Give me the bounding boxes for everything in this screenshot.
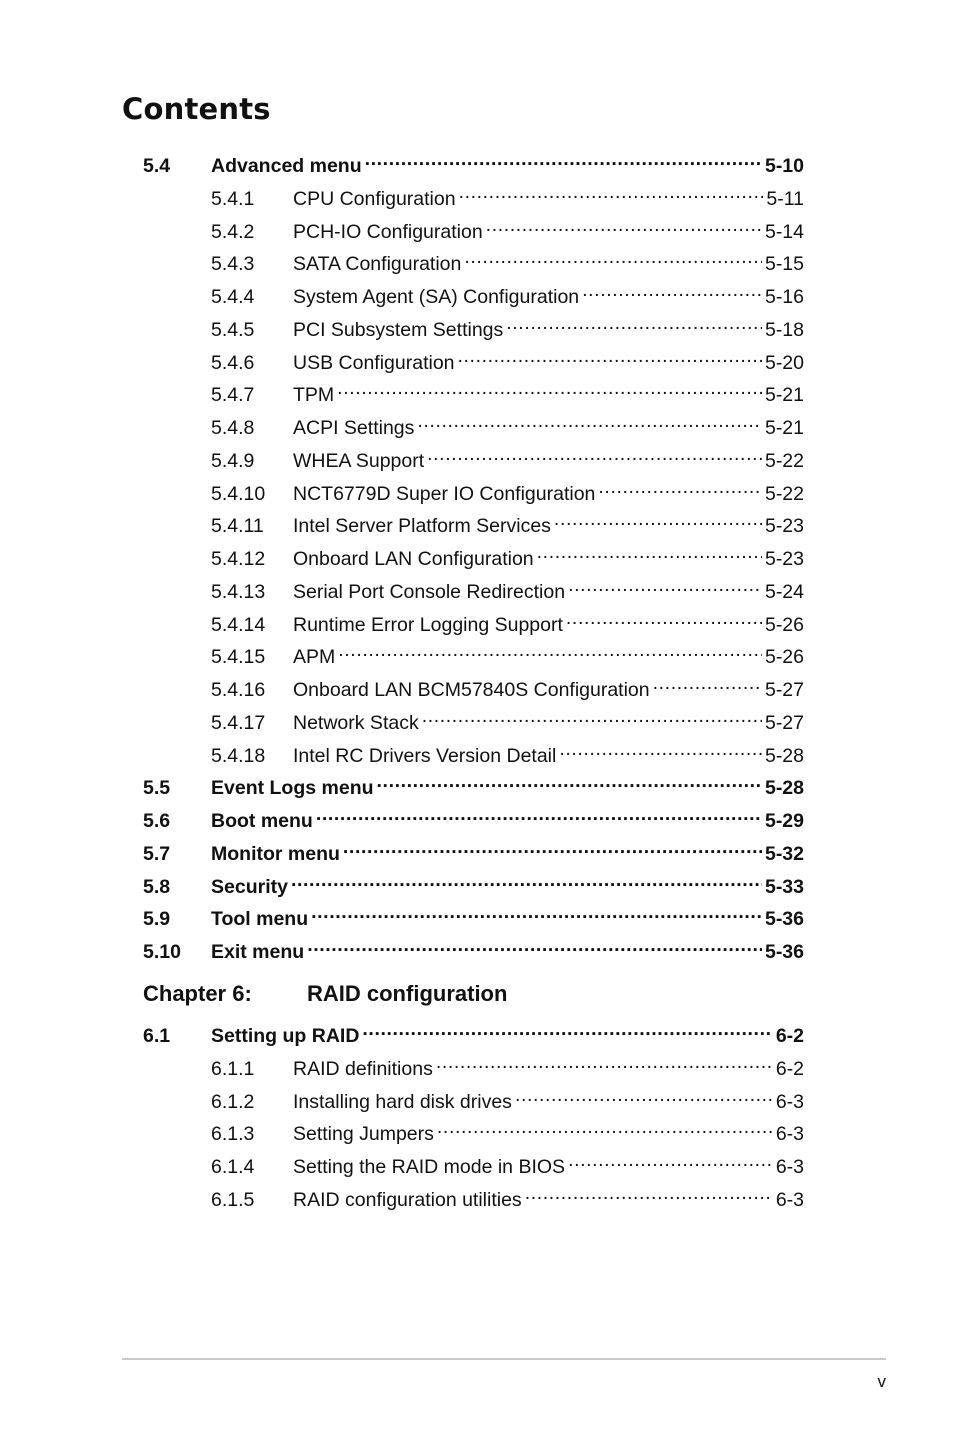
toc-entry-page: 5-23 xyxy=(764,548,804,570)
toc-subsection-entry[interactable] xyxy=(143,1147,804,1178)
toc-section-entry[interactable] xyxy=(143,768,804,800)
toc-entry-title: Advanced menu xyxy=(211,155,362,177)
toc-entry-title: APM xyxy=(293,646,336,669)
toc-entry-title: PCH-IO Configuration xyxy=(293,220,483,243)
toc-dot-leader xyxy=(437,1114,773,1140)
toc-subsection-entry[interactable] xyxy=(143,605,804,636)
toc-entry-number: 5.4.5 xyxy=(211,318,255,341)
toc-dot-leader xyxy=(566,605,762,631)
toc-entry-title: Boot menu xyxy=(211,810,313,832)
toc-dot-leader xyxy=(525,1180,773,1206)
toc-entry-number: 6.1.1 xyxy=(211,1057,255,1080)
toc-entry-page: 6-3 xyxy=(775,1123,804,1146)
toc-entry-title: Onboard LAN Configuration xyxy=(293,548,534,570)
toc-entry-page: 6-2 xyxy=(775,1057,804,1080)
toc-dot-leader xyxy=(582,277,762,303)
toc-entry-page: 5-26 xyxy=(764,613,804,636)
toc-entry-number: 5.4.4 xyxy=(211,286,255,308)
toc-entry-number: 5.4.8 xyxy=(211,417,255,439)
toc-entry-page: 5-28 xyxy=(764,744,804,767)
toc-entry-title: Onboard LAN BCM57840S Configuration xyxy=(293,679,650,701)
toc-entry-title: Event Logs menu xyxy=(211,777,374,800)
toc-entry-number: 5.4.15 xyxy=(211,646,266,669)
toc-entry-title: NCT6779D Super IO Configuration xyxy=(293,482,596,505)
toc-entry-title: Exit menu xyxy=(211,941,305,963)
toc-entry-page: 5-15 xyxy=(764,253,804,276)
toc-dot-leader xyxy=(316,801,762,827)
toc-entry-page: 6-3 xyxy=(775,1156,804,1178)
toc-dot-leader xyxy=(554,506,762,532)
toc-dot-leader xyxy=(343,834,762,860)
toc-subsection-entry[interactable] xyxy=(143,637,804,669)
toc-entry-number: 5.7 xyxy=(143,842,171,865)
toc-section-entry[interactable] xyxy=(143,146,804,177)
toc-dot-leader xyxy=(458,343,762,369)
toc-subsection-entry[interactable] xyxy=(143,670,804,701)
toc-entry-page: 5-22 xyxy=(764,482,804,505)
toc-entry-page: 5-24 xyxy=(764,580,804,603)
toc-dot-leader xyxy=(427,441,762,467)
toc-entry-title: System Agent (SA) Configuration xyxy=(293,286,580,308)
toc-entry-number: 5.4.17 xyxy=(211,711,266,734)
toc-subsection-entry[interactable] xyxy=(143,375,804,407)
toc-dot-leader xyxy=(337,375,762,401)
page-number: v xyxy=(877,1372,886,1391)
toc-subsection-entry[interactable] xyxy=(143,1049,804,1080)
toc-dot-leader xyxy=(311,899,762,925)
toc-entry-title: Runtime Error Logging Support xyxy=(293,613,563,636)
toc-entry-number: 5.4.16 xyxy=(211,679,266,701)
toc-entry-title: RAID definitions xyxy=(293,1057,433,1080)
toc-entry-title: Security xyxy=(211,875,288,898)
toc-dot-leader xyxy=(338,637,762,663)
toc-entry-page: 5-21 xyxy=(764,417,804,439)
toc-entry-page: 5-27 xyxy=(764,679,804,701)
toc-subsection-entry[interactable] xyxy=(143,506,804,538)
toc-entry-number: 5.9 xyxy=(143,908,171,931)
chapter-heading xyxy=(143,979,507,1009)
toc-dot-leader xyxy=(598,474,762,500)
toc-subsection-entry[interactable] xyxy=(143,310,804,341)
toc-dot-leader xyxy=(459,179,764,205)
toc-entry-page: 6-2 xyxy=(775,1025,804,1047)
toc-entry-number: 6.1 xyxy=(143,1025,171,1047)
toc-subsection-entry[interactable] xyxy=(143,212,804,243)
toc-subsection-entry[interactable] xyxy=(143,1114,804,1146)
toc-entry-number: 6.1.4 xyxy=(211,1156,255,1178)
toc-dot-leader xyxy=(417,408,762,434)
toc-dot-leader xyxy=(307,932,762,958)
toc-entry-number: 5.6 xyxy=(143,810,171,832)
toc-entry-title: Setting the RAID mode in BIOS xyxy=(293,1156,566,1178)
toc-entry-number: 5.4.3 xyxy=(211,253,255,276)
toc-entry-number: 5.4.13 xyxy=(211,580,266,603)
toc-dot-leader xyxy=(436,1049,773,1075)
toc-entry-page: 5-29 xyxy=(764,810,804,832)
toc-subsection-entry[interactable] xyxy=(143,408,804,439)
toc-dot-leader xyxy=(653,670,762,696)
toc-entry-title: TPM xyxy=(293,384,335,407)
toc-subsection-entry[interactable] xyxy=(143,736,804,767)
toc-entry-title: Intel Server Platform Services xyxy=(293,515,551,538)
toc-dot-leader xyxy=(559,736,762,762)
toc-entry-page: 5-20 xyxy=(764,351,804,374)
toc-entry-page: 5-22 xyxy=(764,449,804,472)
footer-rule xyxy=(122,1358,886,1360)
toc-entry-title: Setting up RAID xyxy=(211,1025,360,1047)
toc-entry-page: 5-36 xyxy=(764,908,804,931)
toc-entry-title: CPU Configuration xyxy=(293,187,456,210)
toc-entry-title: Network Stack xyxy=(293,711,419,734)
toc-subsection-entry[interactable] xyxy=(143,179,804,210)
toc-dot-leader xyxy=(537,539,762,565)
toc-entry-page: 5-26 xyxy=(764,646,804,669)
toc-dot-leader xyxy=(377,768,762,794)
toc-entry-title: Serial Port Console Redirection xyxy=(293,580,566,603)
toc-entry-number: 5.4.11 xyxy=(211,515,264,538)
toc-dot-leader xyxy=(568,572,762,598)
toc-subsection-entry[interactable] xyxy=(143,572,804,603)
toc-subsection-entry[interactable] xyxy=(143,441,804,472)
toc-subsection-entry[interactable] xyxy=(143,474,804,505)
toc-section-entry[interactable] xyxy=(143,899,804,931)
toc-entry-title: ACPI Settings xyxy=(293,417,415,439)
toc-subsection-entry[interactable] xyxy=(143,539,804,570)
toc-entry-title: Monitor menu xyxy=(211,842,340,865)
toc-entry-page: 5-21 xyxy=(764,384,804,407)
toc-entry-title: WHEA Support xyxy=(293,449,425,472)
toc-entry-number: 5.4.2 xyxy=(211,220,255,243)
toc-entry-number: 5.4 xyxy=(143,155,171,177)
toc-entry-page: 5-36 xyxy=(764,941,804,963)
toc-entry-title: RAID configuration utilities xyxy=(293,1188,522,1211)
toc-section-entry[interactable] xyxy=(143,932,804,963)
toc-subsection-entry[interactable] xyxy=(143,1082,804,1113)
toc-entry-page: 5-27 xyxy=(764,711,804,734)
toc-entry-page: 5-32 xyxy=(764,842,804,865)
toc-dot-leader xyxy=(464,244,762,270)
toc-entry-title: Tool menu xyxy=(211,908,309,931)
chapter-label: Chapter 6: xyxy=(143,981,252,1006)
toc-subsection-entry[interactable] xyxy=(143,244,804,276)
toc-entry-page: 5-10 xyxy=(764,155,804,177)
toc-entry-page: 5-18 xyxy=(764,318,804,341)
toc-entry-number: 5.4.9 xyxy=(211,449,255,472)
toc-subsection-entry[interactable] xyxy=(143,1180,804,1211)
toc-entry-number: 5.4.14 xyxy=(211,613,266,636)
toc-section-entry[interactable] xyxy=(143,1016,804,1047)
toc-dot-leader xyxy=(291,867,762,893)
toc-entry-number: 5.4.18 xyxy=(211,744,266,767)
toc-entry-page: 6-3 xyxy=(775,1090,804,1113)
toc-entry-number: 6.1.2 xyxy=(211,1090,255,1113)
toc-entry-title: SATA Configuration xyxy=(293,253,462,276)
toc-entry-title: Intel RC Drivers Version Detail xyxy=(293,744,557,767)
toc-dot-leader xyxy=(515,1082,773,1108)
toc-entry-title: Setting Jumpers xyxy=(293,1123,434,1146)
toc-entry-page: 5-28 xyxy=(764,777,804,800)
toc-dot-leader xyxy=(362,1016,772,1042)
toc-entry-number: 5.10 xyxy=(143,941,181,963)
toc-entry-title: Installing hard disk drives xyxy=(293,1090,512,1113)
toc-entry-title: PCI Subsystem Settings xyxy=(293,318,504,341)
toc-section-entry[interactable] xyxy=(143,867,804,898)
toc-dot-leader xyxy=(486,212,762,238)
toc-entry-number: 6.1.5 xyxy=(211,1188,255,1211)
toc-section-entry[interactable] xyxy=(143,834,804,865)
toc-entry-page: 5-16 xyxy=(764,286,804,308)
toc-entry-number: 5.4.12 xyxy=(211,548,266,570)
chapter-title: RAID configuration xyxy=(307,981,508,1006)
toc-entry-number: 5.4.10 xyxy=(211,482,266,505)
toc-entry-number: 5.4.7 xyxy=(211,384,255,407)
page-title: Contents xyxy=(122,92,271,126)
toc-section-entry[interactable] xyxy=(143,801,804,832)
toc-entry-number: 5.5 xyxy=(143,777,171,800)
toc-dot-leader xyxy=(568,1147,773,1173)
toc-entry-title: USB Configuration xyxy=(293,351,455,374)
toc-subsection-entry[interactable] xyxy=(143,703,804,734)
toc-entry-page: 5-11 xyxy=(766,187,804,210)
toc-dot-leader xyxy=(506,310,762,336)
toc-entry-page: 5-23 xyxy=(764,515,804,538)
toc-entry-number: 5.4.1 xyxy=(211,187,255,210)
toc-dot-leader xyxy=(365,146,762,172)
toc-entry-page: 5-33 xyxy=(764,875,804,898)
toc-entry-page: 6-3 xyxy=(775,1188,804,1211)
toc-subsection-entry[interactable] xyxy=(143,343,804,374)
toc-entry-page: 5-14 xyxy=(764,220,804,243)
toc-entry-number: 5.4.6 xyxy=(211,351,255,374)
toc-entry-number: 5.8 xyxy=(143,875,171,898)
toc-dot-leader xyxy=(422,703,762,729)
toc-entry-number: 6.1.3 xyxy=(211,1123,255,1146)
toc-subsection-entry[interactable] xyxy=(143,277,804,308)
